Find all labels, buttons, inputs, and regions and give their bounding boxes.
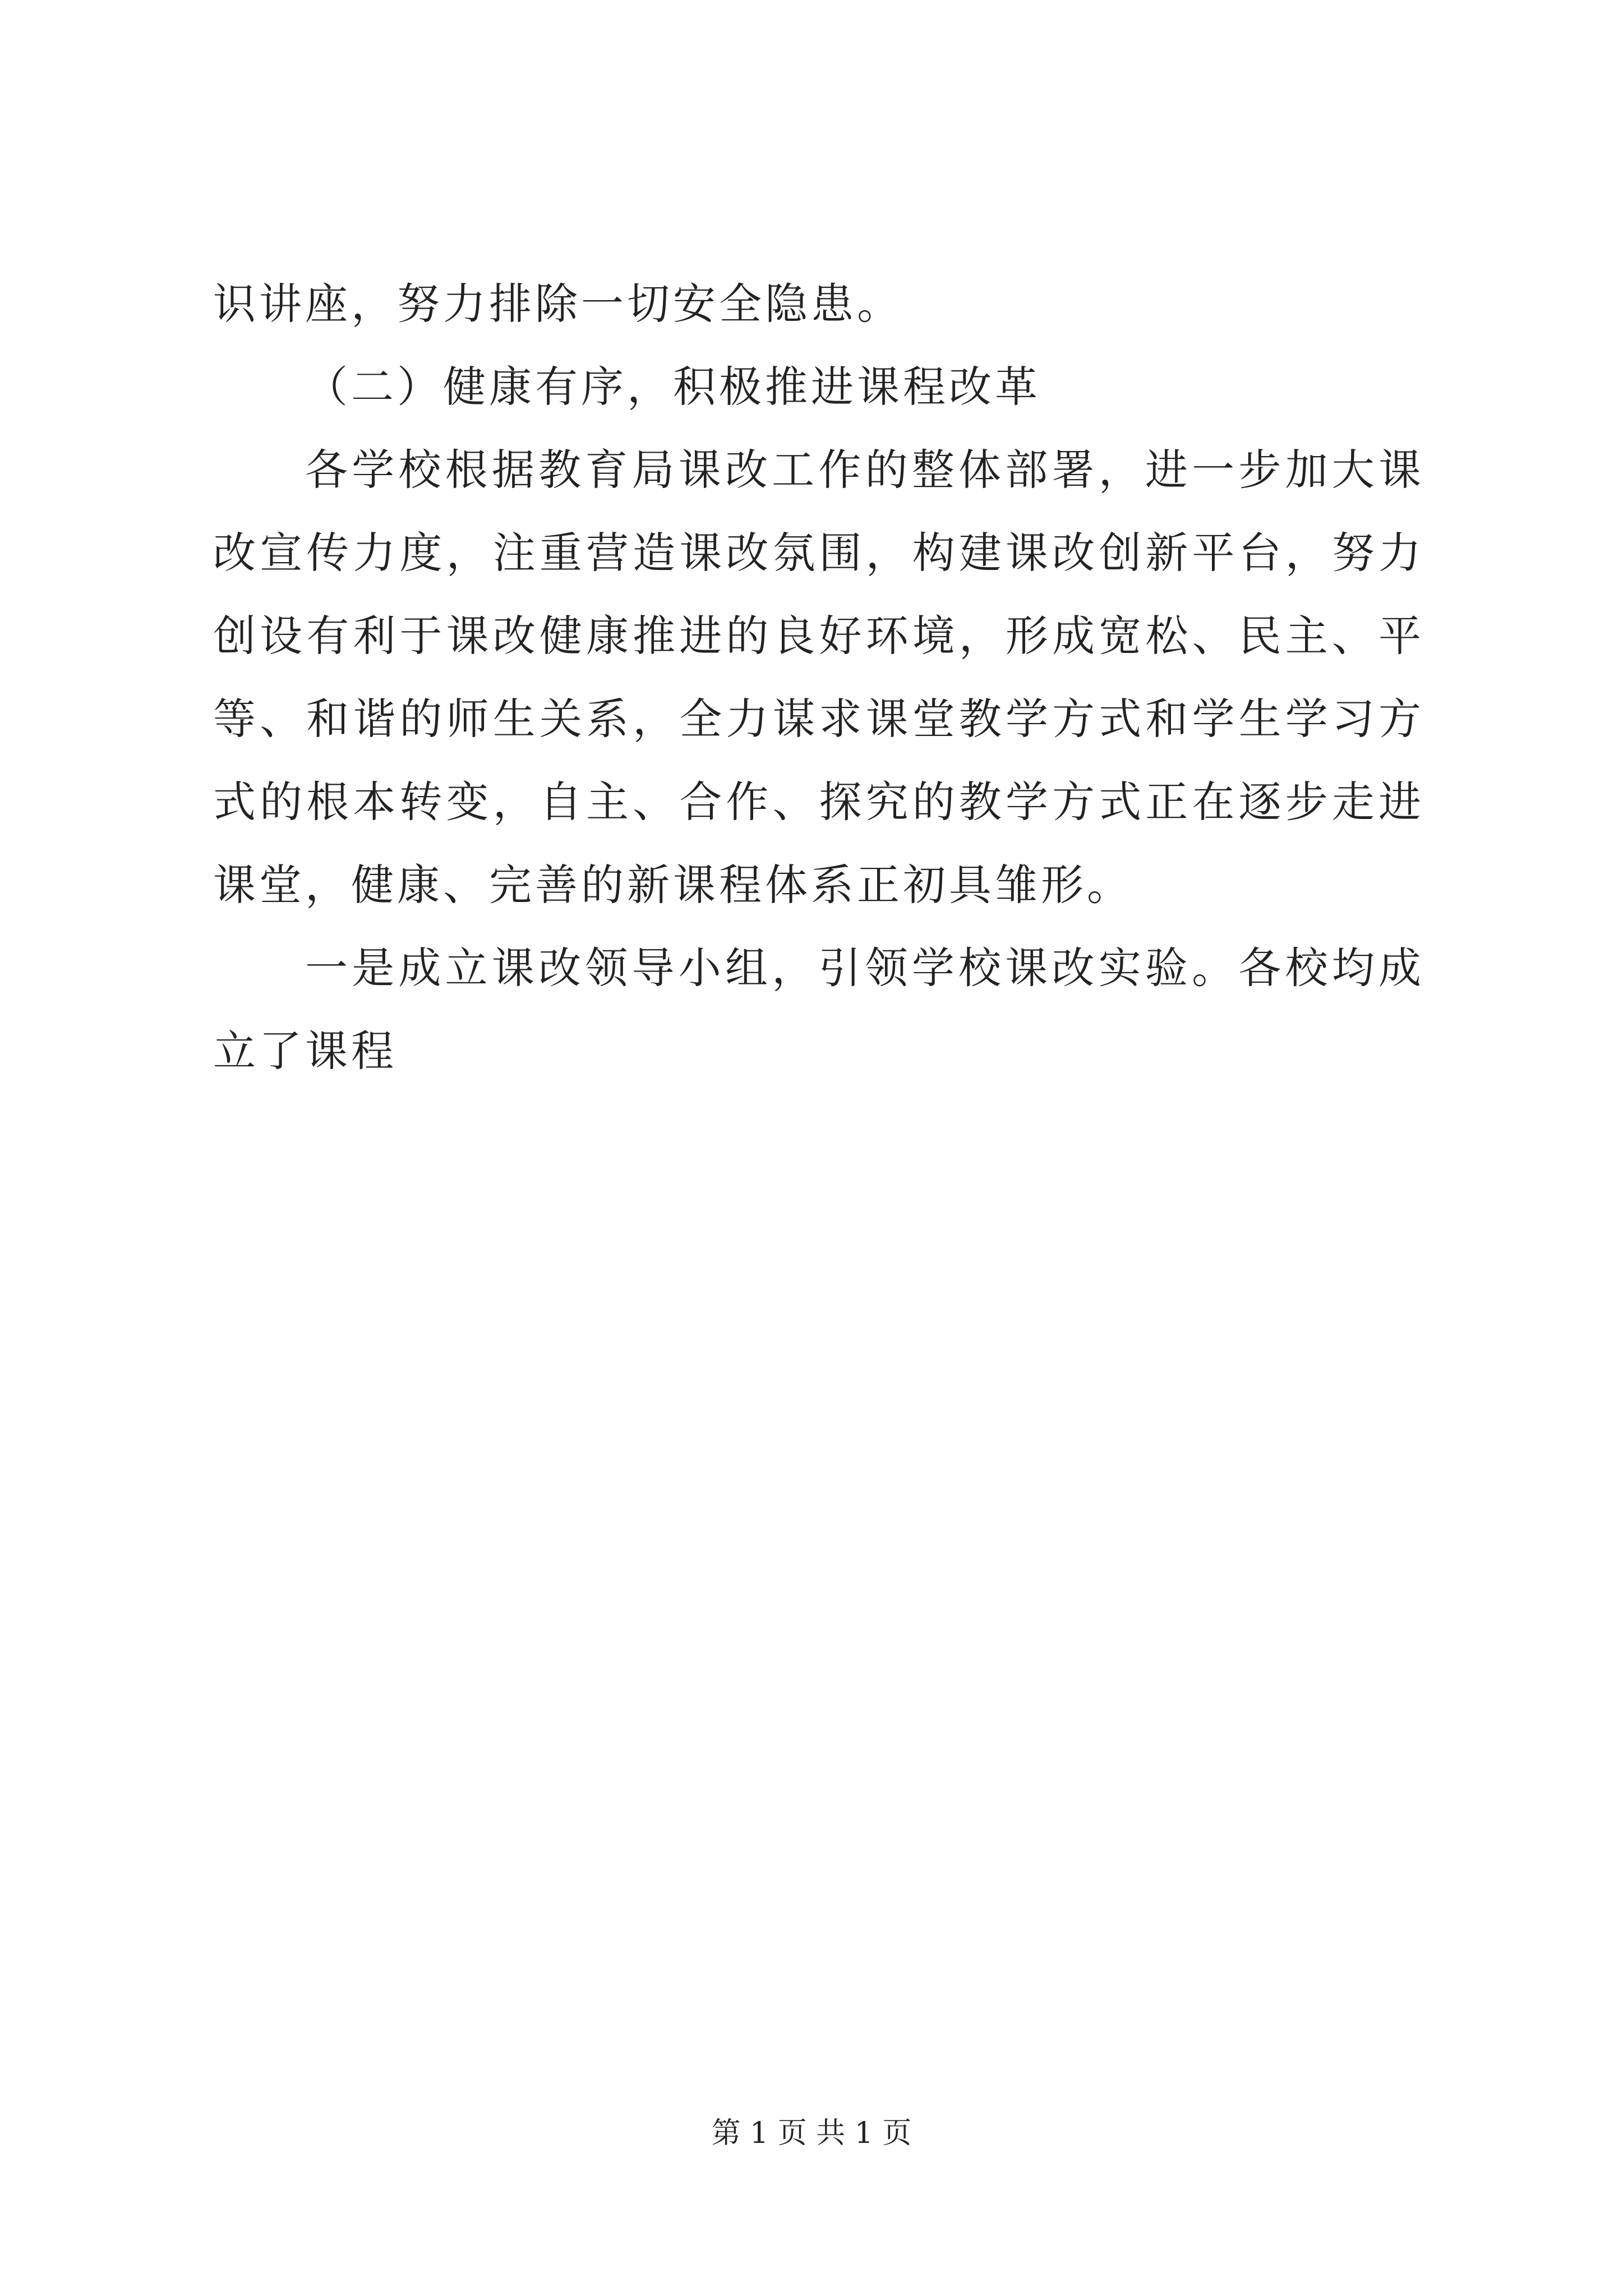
paragraph-4: 一是成立课改领导小组，引领学校课改实验。各校均成立了课程 [213,943,1424,1076]
paragraph-3: 各学校根据教育局课改工作的整体部署，进一步加大课改宣传力度，注重营造课改氛围，构建课改创新平台，努力创设有利于课改健康推进的良好环境，形成宽松、民主、平等、和谐的师生关系，全力谋求课堂教学方式和学生学习方式的根本转变，自主、合作、探究的教学方式正在逐步走进课堂，健康、完善的新课程体系正初具雏形。 [213,445,1424,910]
section-heading: （二）健康有序，积极推进课程改革 [305,362,1041,412]
page-number-label: 第 1 页 共 1 页 [711,2116,912,2150]
document-body [213,263,1424,1093]
paragraph-1: 识讲座，努力排除一切安全隐患。 [213,279,903,329]
page-footer [0,2109,1623,2151]
